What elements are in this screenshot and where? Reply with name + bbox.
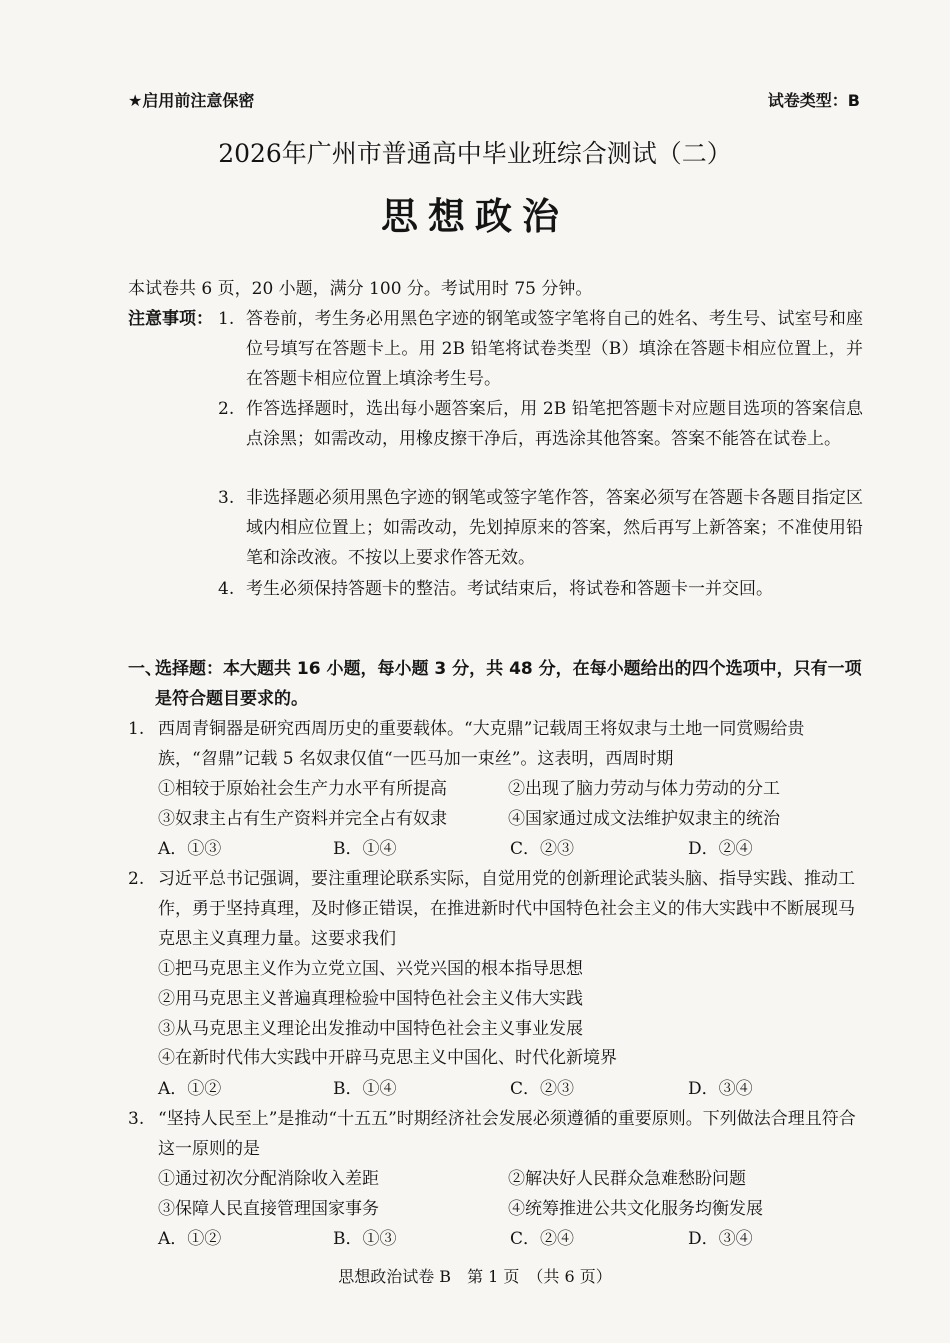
statement: ③保障人民直接管理国家事务 <box>158 1198 379 1219</box>
question-number: 2. <box>128 869 145 889</box>
paper-type: 试卷类型：B <box>767 91 860 110</box>
statement: ④统筹推进公共文化服务均衡发展 <box>508 1198 763 1219</box>
question-2 <box>128 865 863 954</box>
answer-choice[interactable]: B．①④ <box>333 1079 397 1099</box>
question-1 <box>128 715 863 775</box>
answer-choice[interactable]: C．②④ <box>510 1229 575 1249</box>
section-number: 一、 <box>128 659 162 679</box>
question-1-statements <box>158 775 818 835</box>
question-2-statements <box>158 955 818 1074</box>
answer-choice[interactable]: D．②④ <box>688 839 753 859</box>
question-stem: “坚持人民至上”是推动“十五五”时期经济社会发展必须遵循的重要原则。下列做法合理且符合这一原则的是 <box>158 1109 856 1159</box>
question-number: 3. <box>128 1109 145 1129</box>
answer-choice[interactable]: A．①② <box>158 1229 222 1249</box>
exam-title: 2026年广州市普通高中毕业班综合测试（二） <box>218 139 732 168</box>
note-text: 答卷前，考生务必用黑色字迹的钢笔或签字笔将自己的姓名、考生号、试室号和座位号填写在答题卡上。用 2B 铅笔将试卷类型（B）填涂在答题卡相应位置上，并在答题卡相应位置上填涂考生号。 <box>246 309 863 389</box>
answer-choice[interactable]: B．①③ <box>333 1229 397 1249</box>
note-text: 考生必须保持答题卡的整洁。考试结束后，将试卷和答题卡一并交回。 <box>246 579 773 599</box>
note-number: 4. <box>218 579 235 599</box>
question-2-choices <box>158 1075 778 1105</box>
answer-choice[interactable]: D．③④ <box>688 1079 753 1099</box>
statement: ②解决好人民群众急难愁盼问题 <box>508 1169 746 1189</box>
note-item <box>218 484 863 573</box>
answer-choice[interactable]: C．②③ <box>510 839 575 859</box>
question-number: 1. <box>128 719 145 739</box>
question-stem: 习近平总书记强调，要注重理论联系实际，自觉用党的创新理论武装头脑、指导实践、推动工作，勇于坚持真理，及时修正错误，在推进新时代中国特色社会主义的伟大实践中不断展现马克思主义真理力量。这要求我们 <box>158 869 855 949</box>
note-item <box>218 305 863 394</box>
question-3-choices <box>158 1225 778 1255</box>
page-footer: 思想政治试卷 B 第 1 页 （共 6 页） <box>338 1267 612 1286</box>
note-item <box>218 395 863 455</box>
section-text: 选择题：本大题共 16 小题，每小题 3 分，共 48 分，在每小题给出的四个选项中，只有一项是符合题目要求的。 <box>155 659 862 709</box>
section-heading <box>128 655 863 715</box>
answer-choice[interactable]: D．③④ <box>688 1229 753 1249</box>
subject-title: 思想政治 <box>381 195 569 238</box>
question-3 <box>128 1105 863 1165</box>
statement: ①相较于原始社会生产力水平有所提高 <box>158 779 447 799</box>
intro-text: 本试卷共 6 页，20 小题，满分 100 分。考试用时 75 分钟。 <box>128 279 593 299</box>
note-text: 非选择题必须用黑色字迹的钢笔或签字笔作答，答案必须写在答题卡各题目指定区域内相应位置上；如需改动，先划掉原来的答案，然后再写上新答案；不准使用铅笔和涂改液。不按以上要求作答无效。 <box>246 488 863 568</box>
note-number: 1. <box>218 309 235 329</box>
statement: ①把马克思主义作为立党立国、兴党兴国的根本指导思想 <box>158 959 583 979</box>
note-number: 3. <box>218 488 235 508</box>
question-stem: 西周青铜器是研究西周历史的重要载体。“大克鼎”记载周王将奴隶与土地一同赏赐给贵族，“曶鼎”记载 5 名奴隶仅值“一匹马加一束丝”。这表明，西周时期 <box>158 719 805 769</box>
question-3-statements <box>158 1165 818 1225</box>
notes-label: 注意事项： <box>128 309 213 329</box>
statement: ④在新时代伟大实践中开辟马克思主义中国化、时代化新境界 <box>158 1048 617 1069</box>
note-item <box>218 575 863 605</box>
statement: ②用马克思主义普遍真理检验中国特色社会主义伟大实践 <box>158 988 583 1009</box>
note-number: 2. <box>218 399 235 419</box>
answer-choice[interactable]: A．①③ <box>158 839 222 859</box>
note-text: 作答选择题时，选出每小题答案后，用 2B 铅笔把答题卡对应题目选项的答案信息点涂黑；如需改动，用橡皮擦干净后，再选涂其他答案。答案不能答在试卷上。 <box>246 399 863 449</box>
statement: ③从马克思主义理论出发推动中国特色社会主义事业发展 <box>158 1018 583 1039</box>
statement: ③奴隶主占有生产资料并完全占有奴隶 <box>158 808 447 829</box>
question-1-choices <box>158 835 778 865</box>
statement: ②出现了脑力劳动与体力劳动的分工 <box>508 779 780 799</box>
answer-choice[interactable]: C．②③ <box>510 1079 575 1099</box>
statement: ④国家通过成文法维护奴隶主的统治 <box>508 808 780 829</box>
confidential-notice: ★启用前注意保密 <box>128 91 255 110</box>
answer-choice[interactable]: B．①④ <box>333 839 397 859</box>
answer-choice[interactable]: A．①② <box>158 1079 222 1099</box>
statement: ①通过初次分配消除收入差距 <box>158 1169 379 1189</box>
